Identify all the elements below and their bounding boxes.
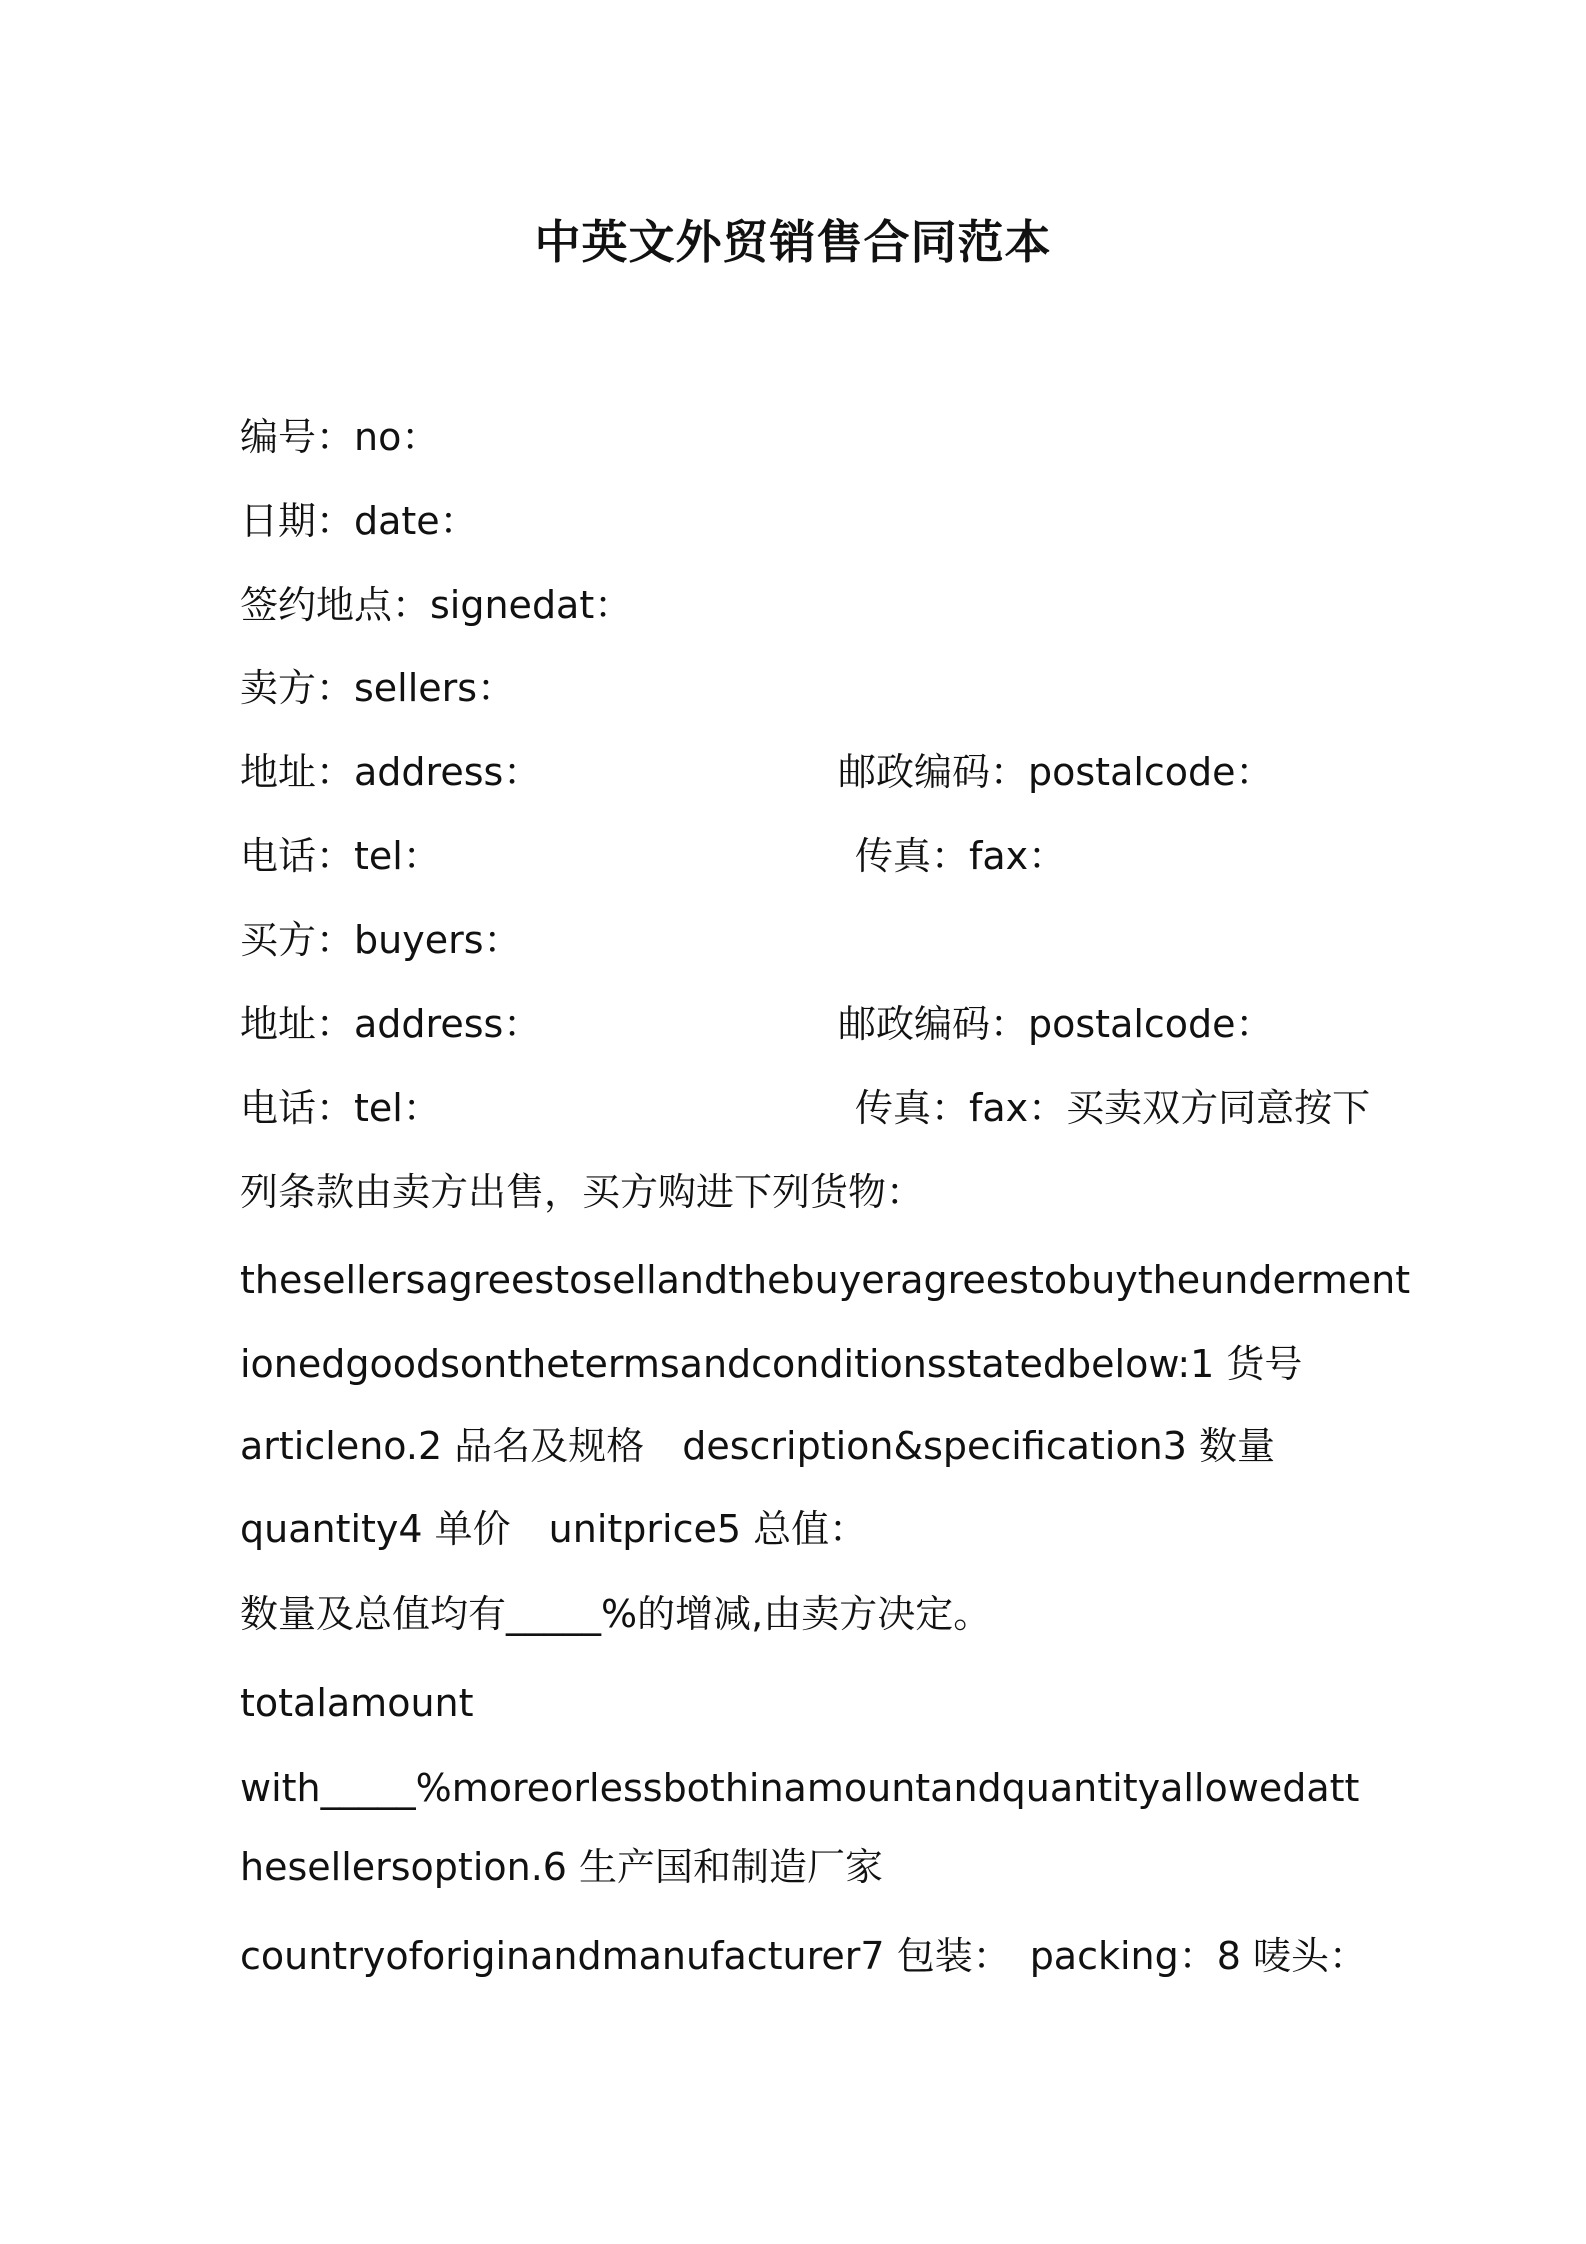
seller-tel-field: 电话：tel：: [240, 834, 441, 878]
body-text-line: quantity4 单价 unitprice5 总值：: [240, 1507, 868, 1551]
body-text-line: countryoforiginandmanufacturer7 包装： packing：8 唛头：: [240, 1934, 1368, 1978]
buyer-postal-code-field: 邮政编码：postalcode：: [838, 1002, 1274, 1046]
signed-at-field: 签约地点：signedat：: [240, 583, 633, 627]
buyer-label: 买方：buyers：: [240, 918, 522, 962]
body-text-line: 数量及总值均有_____%的增减,由卖方决定。: [240, 1592, 992, 1636]
body-text-line: totalamount: [240, 1681, 474, 1725]
body-text-line: hesellersoption.6 生产国和制造厂家: [240, 1845, 884, 1889]
seller-postal-code-field: 邮政编码：postalcode：: [838, 750, 1274, 794]
contract-number-field: 编号：no：: [240, 415, 440, 459]
buyer-address-field: 地址：address：: [240, 1002, 542, 1046]
buyer-fax-field: 传真：fax：买卖双方同意按下: [855, 1086, 1371, 1130]
document-title: 中英文外贸销售合同范本: [534, 215, 1052, 269]
seller-label: 卖方：sellers：: [240, 666, 516, 710]
body-text-line: 列条款由卖方出售，买方购进下列货物：: [240, 1170, 925, 1214]
contract-date-field: 日期：date：: [240, 499, 478, 543]
buyer-tel-field: 电话：tel：: [240, 1086, 441, 1130]
body-text-line: thesellersagreestosellandthebuyeragreestobuytheunderment: [240, 1258, 1411, 1302]
seller-address-field: 地址：address：: [240, 750, 542, 794]
body-text-line: with_____%moreorlessbothinamountandquantityallowedatt: [240, 1766, 1360, 1810]
body-text-line: articleno.2 品名及规格 description&specification3 数量: [240, 1424, 1276, 1468]
body-text-line: ionedgoodsonthetermsandconditionsstatedbelow:1 货号: [240, 1342, 1303, 1386]
seller-fax-field: 传真：fax：: [855, 834, 1067, 878]
